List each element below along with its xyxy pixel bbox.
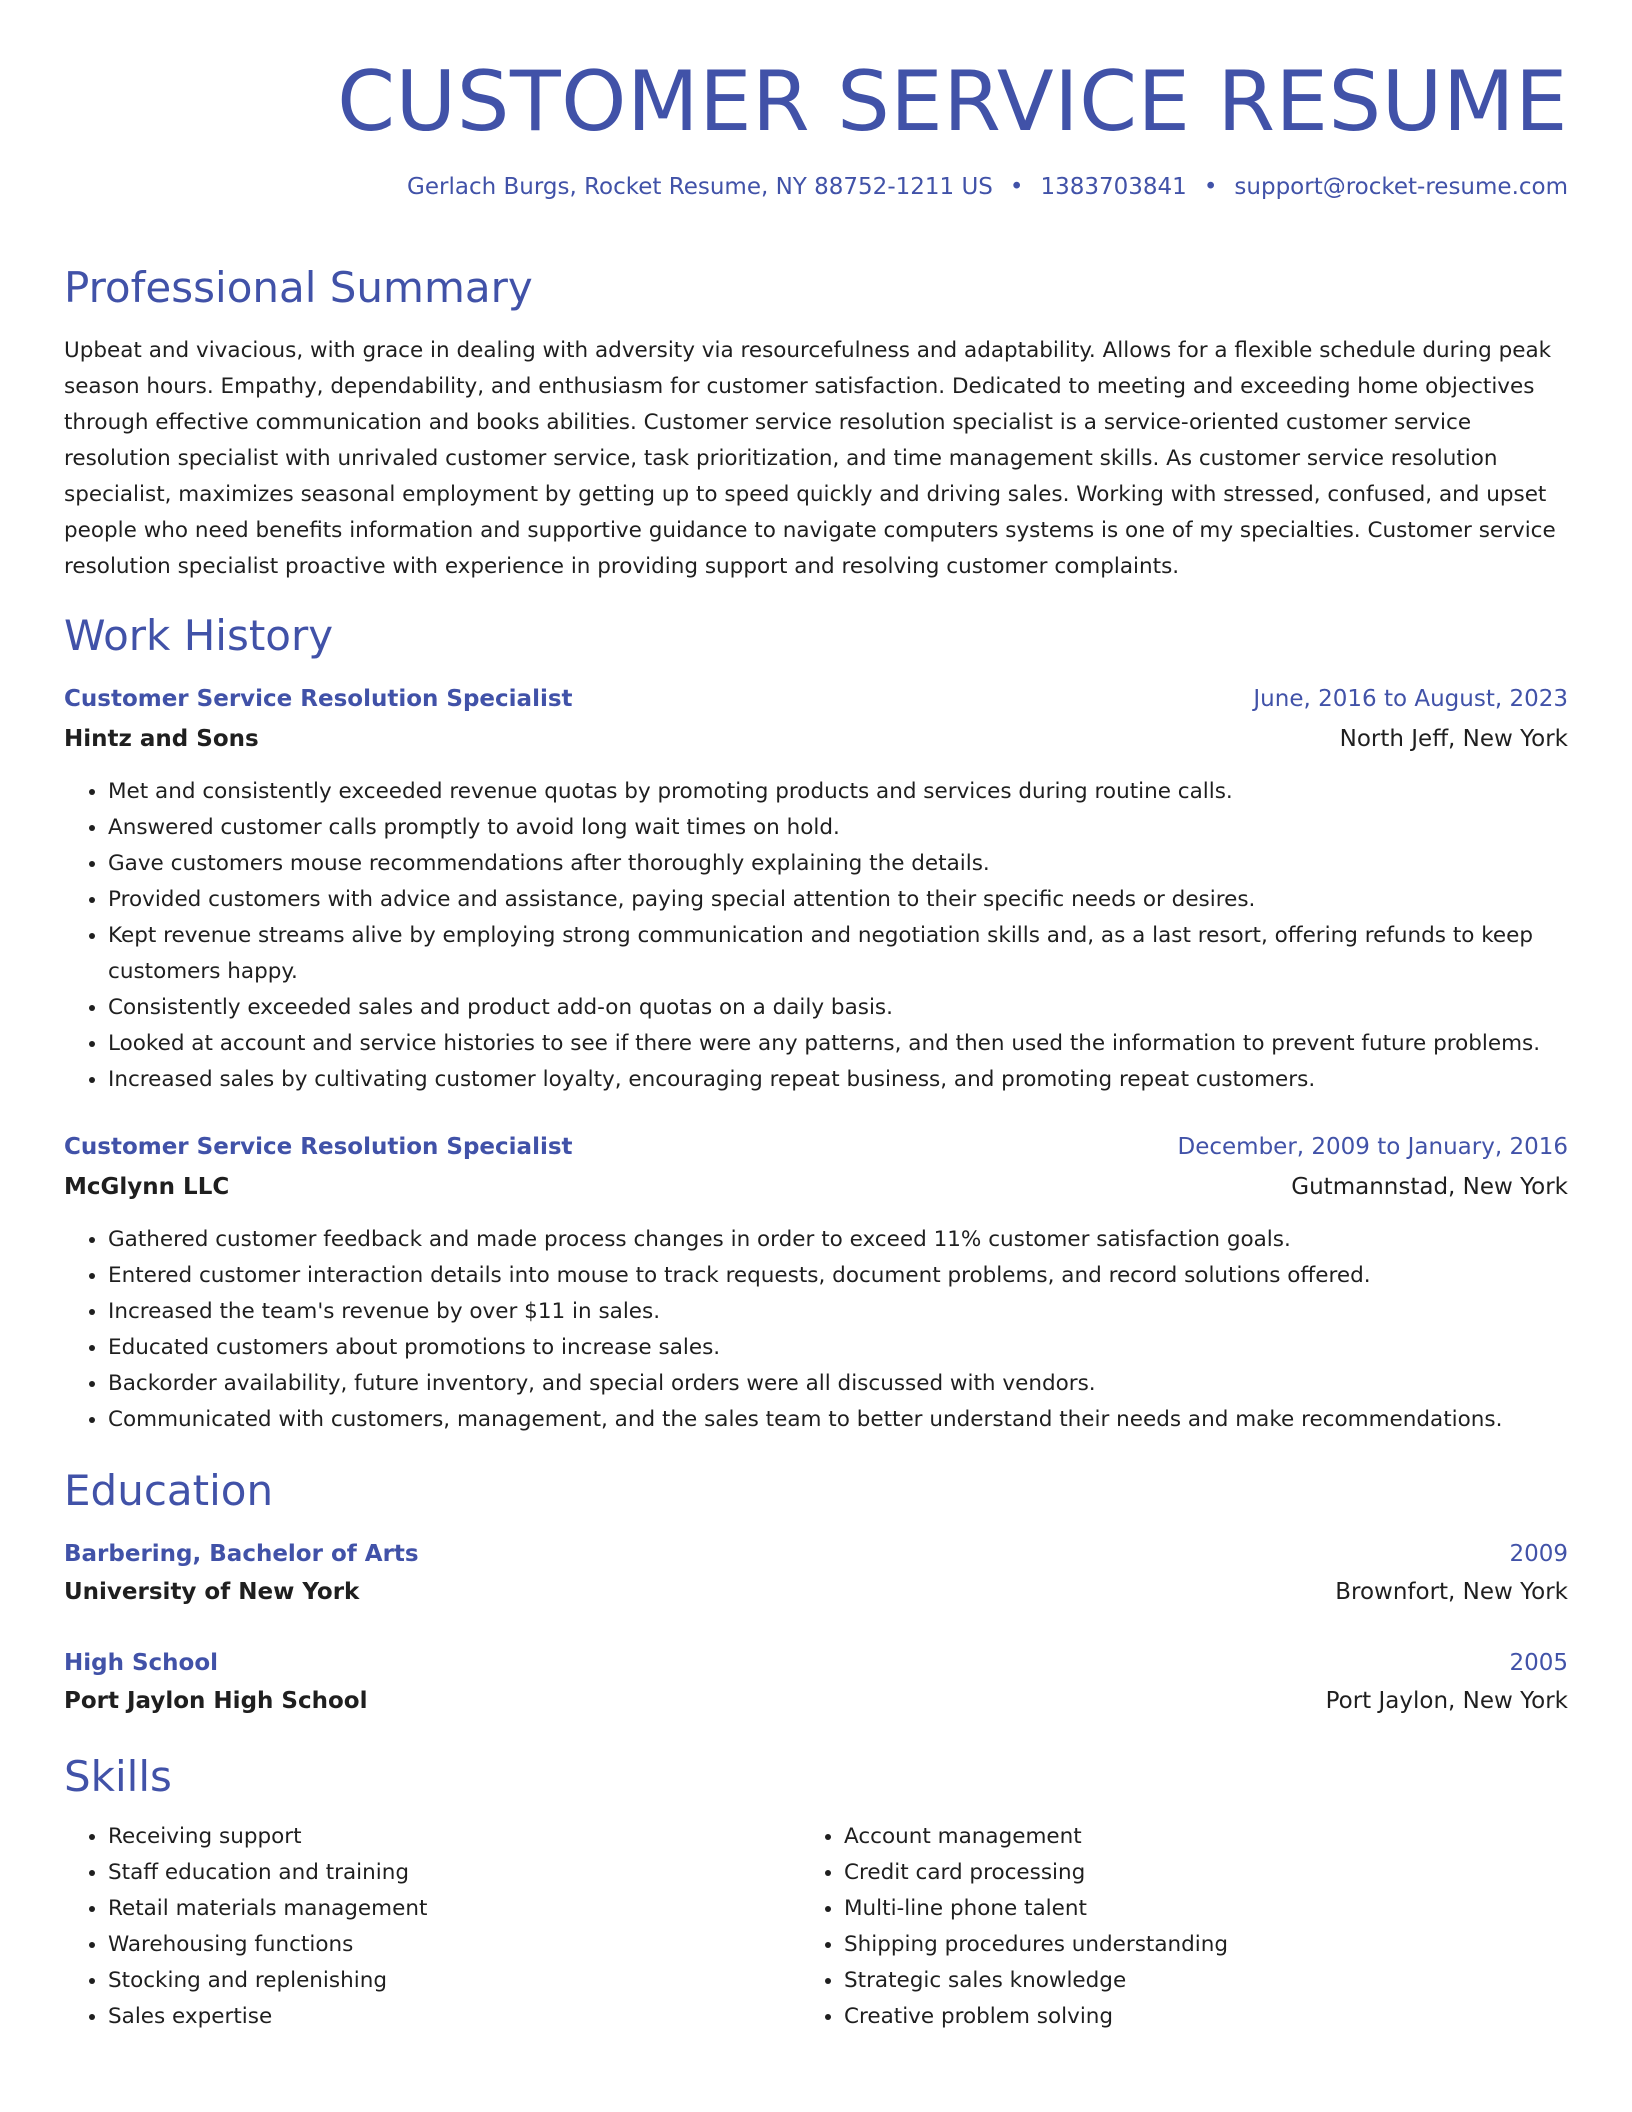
- education-header: [64, 1647, 1568, 1679]
- list-item: • Entered customer interaction details into mouse to track requests, document problems, and record solutions offered.: [108, 1258, 1568, 1294]
- job-company: McGlynn LLC: [64, 1174, 230, 1200]
- skill-item: • Sales expertise: [108, 1999, 798, 2035]
- job-company: Hintz and Sons: [64, 726, 259, 752]
- contact-separator: •: [1203, 174, 1218, 200]
- education-school-row: [64, 1685, 1568, 1717]
- job-dates: December, 2009 to January, 2016: [1177, 1134, 1568, 1160]
- section-heading-education: Education: [64, 1466, 274, 1515]
- skill-item: • Creative problem solving: [844, 1999, 1564, 2035]
- contact-separator: •: [1009, 174, 1024, 200]
- contact-phone[interactable]: 1383703841: [1040, 174, 1187, 200]
- job-duties-list: [64, 1222, 1568, 1438]
- education-school-row: [64, 1576, 1568, 1608]
- education-location: Brownfort, New York: [1335, 1579, 1568, 1605]
- skill-item: • Receiving support: [108, 1819, 798, 1855]
- education-year: 2009: [1509, 1541, 1568, 1567]
- education-school: University of New York: [64, 1579, 360, 1605]
- skill-item: • Shipping procedures understanding: [844, 1927, 1564, 1963]
- skill-item: • Strategic sales knowledge: [844, 1963, 1564, 1999]
- education-header: [64, 1538, 1568, 1570]
- job-header: [64, 683, 1568, 715]
- skill-item: • Account management: [844, 1819, 1564, 1855]
- job-dates: June, 2016 to August, 2023: [1253, 686, 1568, 712]
- education-degree: Barbering, Bachelor of Arts: [64, 1541, 419, 1567]
- education-degree: High School: [64, 1650, 219, 1676]
- list-item: • Backorder availability, future inventory, and special orders were all discussed with vendors.: [108, 1366, 1568, 1402]
- section-heading-summary: Professional Summary: [64, 263, 533, 312]
- contact-email[interactable]: support@rocket-resume.com: [1234, 174, 1568, 200]
- education-school: Port Jaylon High School: [64, 1688, 368, 1714]
- section-heading-skills: Skills: [64, 1752, 172, 1801]
- summary-paragraph: Upbeat and vivacious, with grace in dealing with adversity via resourcefulness and adaptability. Allows for a flexible schedule during peak season hours. Empathy, dependability, and enthusiasm for customer satisfaction. Dedicated to meeting and exceeding home objectives through effective communication and books abilities. Customer service resolution specialist is a service-oriented customer service resolution specialist with unrivaled customer service, task prioritization, and time management skills. As customer service resolution specialist, maximizes seasonal employment by getting up to speed quickly and driving sales. Working with stressed, confused, and upset people who need benefits information and supportive guidance to navigate computers systems is one of my specialties. Customer service resolution specialist proactive with experience in providing support and resolving customer complaints.: [64, 338, 1556, 579]
- education-location: Port Jaylon, New York: [1325, 1688, 1568, 1714]
- section-heading-work-history: Work History: [64, 611, 334, 660]
- list-item: • Answered customer calls promptly to avoid long wait times on hold.: [108, 810, 1568, 846]
- contact-address: Gerlach Burgs, Rocket Resume, NY 88752-1211 US: [407, 174, 993, 200]
- skill-item: • Credit card processing: [844, 1855, 1564, 1891]
- job-title: Customer Service Resolution Specialist: [64, 686, 573, 712]
- contact-line: [407, 170, 1568, 204]
- list-item: • Looked at account and service histories to see if there were any patterns, and then used the information to prevent future problems.: [108, 1026, 1568, 1062]
- list-item: • Gave customers mouse recommendations after thoroughly explaining the details.: [108, 846, 1568, 882]
- job-header: [64, 1131, 1568, 1163]
- job-location: North Jeff, New York: [1339, 726, 1568, 752]
- list-item: • Educated customers about promotions to increase sales.: [108, 1330, 1568, 1366]
- list-item: • Increased sales by cultivating customer loyalty, encouraging repeat business, and promoting repeat customers.: [108, 1062, 1568, 1098]
- list-item: • Increased the team's revenue by over $11 in sales.: [108, 1294, 1568, 1330]
- resume-title: CUSTOMER SERVICE RESUME: [337, 53, 1568, 150]
- list-item: • Gathered customer feedback and made process changes in order to exceed 11% customer satisfaction goals.: [108, 1222, 1568, 1258]
- job-title: Customer Service Resolution Specialist: [64, 1134, 573, 1160]
- list-item: • Provided customers with advice and assistance, paying special attention to their specific needs or desires.: [108, 882, 1568, 918]
- list-item: • Met and consistently exceeded revenue quotas by promoting products and services during routine calls.: [108, 774, 1568, 810]
- education-year: 2005: [1509, 1650, 1568, 1676]
- skills-list-right: [800, 1819, 1564, 2035]
- job-duties-list: [64, 774, 1568, 1098]
- list-item: • Consistently exceeded sales and product add-on quotas on a daily basis.: [108, 990, 1568, 1026]
- skill-item: • Staff education and training: [108, 1855, 798, 1891]
- skill-item: • Multi-line phone talent: [844, 1891, 1564, 1927]
- skill-item: • Warehousing functions: [108, 1927, 798, 1963]
- skill-item: • Stocking and replenishing: [108, 1963, 798, 1999]
- list-item: • Communicated with customers, management, and the sales team to better understand their needs and make recommendations.: [108, 1402, 1568, 1438]
- job-location: Gutmannstad, New York: [1291, 1174, 1568, 1200]
- job-company-row: [64, 723, 1568, 755]
- job-company-row: [64, 1171, 1568, 1203]
- skill-item: • Retail materials management: [108, 1891, 798, 1927]
- skills-list-left: [64, 1819, 798, 2035]
- list-item: • Kept revenue streams alive by employing strong communication and negotiation skills and, as a last resort, offering refunds to keep customers happy.: [108, 918, 1568, 990]
